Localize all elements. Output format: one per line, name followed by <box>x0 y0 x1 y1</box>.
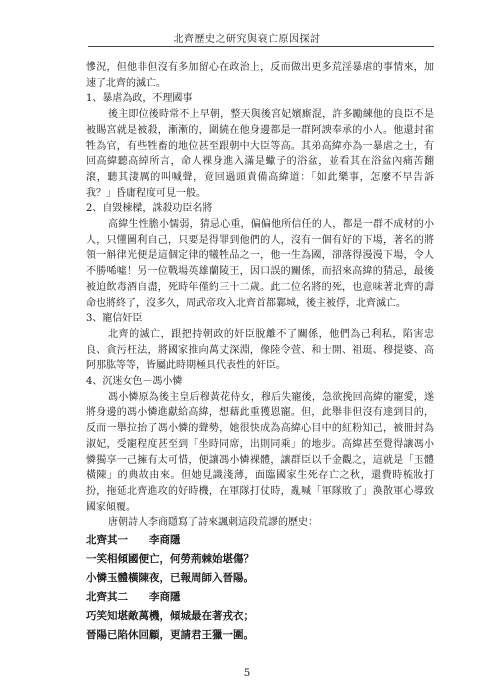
section-heading-4: 4、沉迷女色－馮小憐 <box>86 376 183 388</box>
poem-line: 一笑相傾國便亡，何勞荊棘始堪傷？ <box>86 553 254 566</box>
running-header: 北齊歷史之研究與衰亡原因探討 <box>173 34 321 45</box>
poem-line: 巧笑知堪敵萬機，傾城最在著戎衣； <box>86 610 254 623</box>
section-paragraph-4: 馮小憐原為後主皇后穆黃花侍女，穆后失寵後，急欲挽回高緯的寵愛，遂將身邊的馮小憐進獻給高緯，想藉此重獲恩寵。但，此舉非但沒有達到目的，反而一舉拉抬了馮小憐的聲勢，她很快成為高緯心目中的紅粉知己，被冊封為淑妃，受寵程度甚至到「坐時同席，出則同乘」的地步。高緯甚至覺得讓馮小憐獨享一己擁有太可惜，便讓馮小憐裸體，讓群臣以千金觀之，這就是「玉體橫陳」的典故由來。但她見識淺薄，面臨國家生死存亡之秋，還費時梳妝打扮，拖延北齊進攻的好時機，在軍隊打仗時，亂喊「軍隊敗了」渙散軍心導致國家傾覆。 <box>86 391 434 513</box>
section-heading-3: 3、寵信奸臣 <box>86 313 143 325</box>
section-paragraph-2: 高緯生性膽小懦弱，猜忌心重，偏偏他所信任的人，都是一群不成材的小人，只懂圖利自己，只要是得罪到他們的人，沒有一個有好的下場，著名的將領一斛律光便是這個定律的犧牲品之一，他一生為國，卻落得漫漫下場，令人不勝唏噓！另一位戰場英雄蘭陵王，因口誤的關係，而招來高緯的猜忌，最後被迫飲毒酒自盡，死時年僅約三十二歲。此二位名將的死，也意味著北齊的壽命也將終了，沒多久，周武帝攻入北齊首都鄴城，後主被俘，北齊滅亡。 <box>86 219 434 309</box>
poem-line: 小憐玉體橫陳夜，已報周師入晉陽。 <box>86 572 254 585</box>
section-paragraph-3: 北齊的滅亡，跟把持朝政的奸臣脫離不了關係，他們為己利私，陷害忠良、貪污枉法，將國家推向萬丈深淵，像陸令萱、和士開、祖珽、穆提婆、高阿那肱等等，皆屬此時期極具代表性的奸臣。 <box>86 328 434 372</box>
poem-line: 晉陽已陷休回顧，更請君王獵一圍。 <box>86 629 254 642</box>
poem-title: 北齊其一 李商隱 <box>86 534 181 547</box>
section-heading-1: 1、暴虐為政，不理國事 <box>86 93 193 105</box>
page-number: 5 <box>243 668 251 679</box>
page-body <box>86 60 434 645</box>
paragraph-continued: 慘況，但他非但沒有多加留心在政治上，反而做出更多荒淫暴虐的事情來，加速了北齊的滅亡。 <box>86 62 434 89</box>
poem-title: 北齊其二 李商隱 <box>86 591 181 604</box>
poem-intro: 唐朝詩人李商隱寫了詩來諷刺這段荒謬的歷史： <box>108 517 318 529</box>
section-heading-2: 2、自毀棟樑，誅殺功臣名將 <box>86 203 213 215</box>
section-paragraph-1: 後主即位後時常不上早朝，整天與後宮妃嬪廝混，許多勵練他的良臣不是被賜宮就是被殺，漸漸的，圍繞在他身邊都是一群阿諛奉承的小人。他還封雀牲為官，有些牲畜的地位甚至跟朝中大臣等高。其弟高緯亦為一暴虐之士，有回高緯聽高綽所言，命人裸身進入滿是蠍子的浴盆，並看其在浴盆內痛苦翻滾，聽其淒厲的叫喊聲，竟回過頭責備高緯道：「如此樂事，怎麼不早告訴我？」昏庸程度可見一般。 <box>86 109 434 199</box>
header-rule <box>88 46 434 47</box>
